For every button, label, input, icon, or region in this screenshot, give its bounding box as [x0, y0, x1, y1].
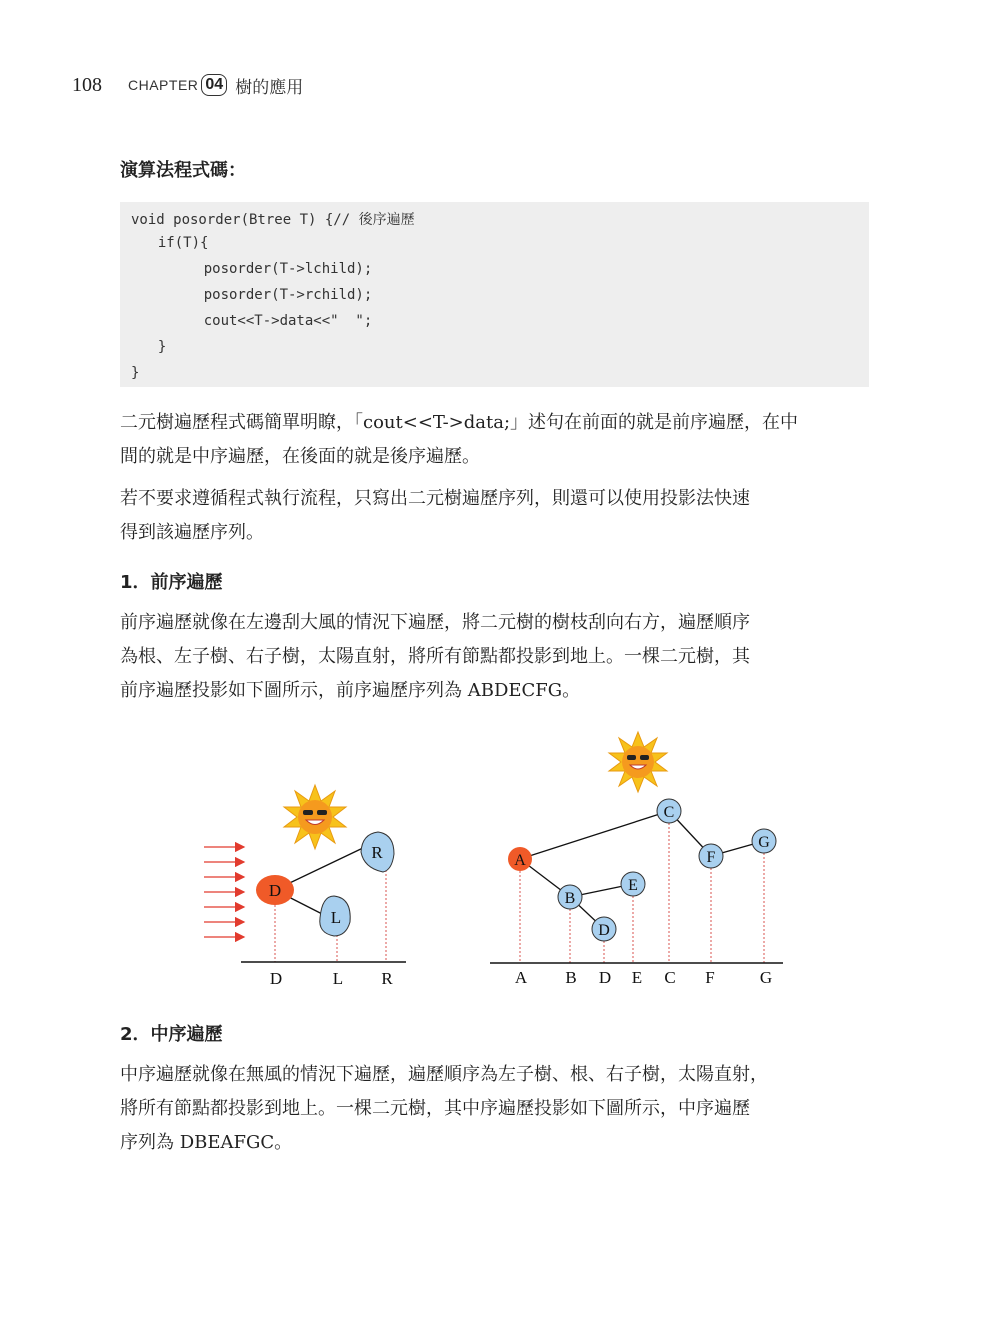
paragraph-traversal-explanation — [120, 406, 870, 474]
node-label: D — [268, 881, 282, 900]
node-label: B — [564, 890, 576, 907]
text-line: 為根、左子樹、右子樹，太陽直射，將所有節點都投影到地上。一棵二元樹，其 — [120, 646, 750, 667]
code-line: posorder(T->lchild); — [170, 261, 373, 277]
projection-label: C — [664, 968, 676, 987]
code-line: } — [131, 365, 140, 381]
text-line: 前序遍歷投影如下圖所示，前序遍歷序列為 ABDECFG。 — [120, 680, 581, 701]
text-line: 前序遍歷就像在左邊刮大風的情況下遍歷，將二元樹的樹枝刮向右方，遍歷順序 — [120, 612, 750, 633]
projection-label: D — [269, 969, 283, 988]
tree-node — [320, 896, 350, 936]
sun-icon — [284, 785, 346, 849]
page-number: 108 — [72, 73, 102, 96]
tree-node — [361, 832, 394, 872]
tree-node — [256, 875, 294, 905]
page-header — [72, 70, 303, 100]
code-line: void posorder(Btree T) {// 後序遍歷 — [131, 212, 415, 228]
tree-node — [621, 872, 645, 896]
projection-label: D — [598, 968, 612, 987]
text-line: 二元樹遍歷程式碼簡單明瞭，「cout<<T->data;」述句在前面的就是前序遍歷，在中 — [120, 412, 799, 433]
code-line: if(T){ — [141, 235, 209, 251]
code-block — [120, 202, 869, 387]
tree-node — [699, 844, 723, 868]
tree-node — [752, 829, 776, 853]
code-line: } — [141, 339, 167, 355]
projection-label: R — [381, 969, 393, 988]
text-line: 間的就是中序遍歷，在後面的就是後序遍歷。 — [120, 446, 480, 467]
projection-label: L — [332, 969, 344, 988]
projection-label: A — [514, 968, 528, 987]
tree-node — [657, 799, 681, 823]
wind-arrows — [204, 847, 244, 937]
node-label: C — [663, 804, 675, 821]
tree-node — [558, 885, 582, 909]
projection-label: E — [631, 968, 643, 987]
text-line: 若不要求遵循程式執行流程，只寫出二元樹遍歷序列，則還可以使用投影法快速 — [120, 488, 750, 509]
projection-label: G — [759, 968, 773, 987]
node-label: L — [330, 908, 342, 927]
paragraph-preorder — [120, 606, 870, 708]
section-heading-preorder: 1．前序遍歷 — [120, 572, 223, 593]
node-label: D — [598, 922, 610, 939]
chapter-label: CHAPTER — [128, 77, 199, 93]
node-label: G — [758, 834, 770, 851]
section-heading-inorder: 2．中序遍歷 — [120, 1024, 223, 1045]
sun-icon — [609, 732, 667, 792]
projection-label: B — [565, 968, 577, 987]
node-label: E — [628, 877, 638, 894]
text-line: 將所有節點都投影到地上。一棵二元樹，其中序遍歷投影如下圖所示，中序遍歷 — [120, 1098, 750, 1119]
tree-node — [508, 847, 532, 871]
text-line: 得到該遍歷序列。 — [120, 522, 264, 543]
node-label: F — [706, 849, 716, 866]
text-line: 序列為 DBEAFGC。 — [120, 1132, 293, 1153]
tree-node — [592, 917, 616, 941]
code-line: posorder(T->rchild); — [170, 287, 373, 303]
chapter-number-badge: 04 — [201, 74, 227, 96]
projection-label: F — [705, 968, 715, 987]
algorithm-code-heading: 演算法程式碼： — [120, 160, 246, 181]
code-line: cout<<T->data<<" "; — [170, 313, 373, 329]
paragraph-inorder — [120, 1058, 870, 1160]
paragraph-projection-method — [120, 482, 870, 550]
projection-diagram — [0, 730, 1000, 1000]
node-label: A — [514, 852, 526, 869]
node-label: R — [371, 843, 383, 862]
preorder-projection-figure — [0, 730, 1000, 1000]
text-line: 中序遍歷就像在無風的情況下遍歷，遍歷順序為左子樹、根、右子樹，太陽直射， — [120, 1064, 768, 1085]
chapter-title: 樹的應用 — [235, 77, 304, 98]
